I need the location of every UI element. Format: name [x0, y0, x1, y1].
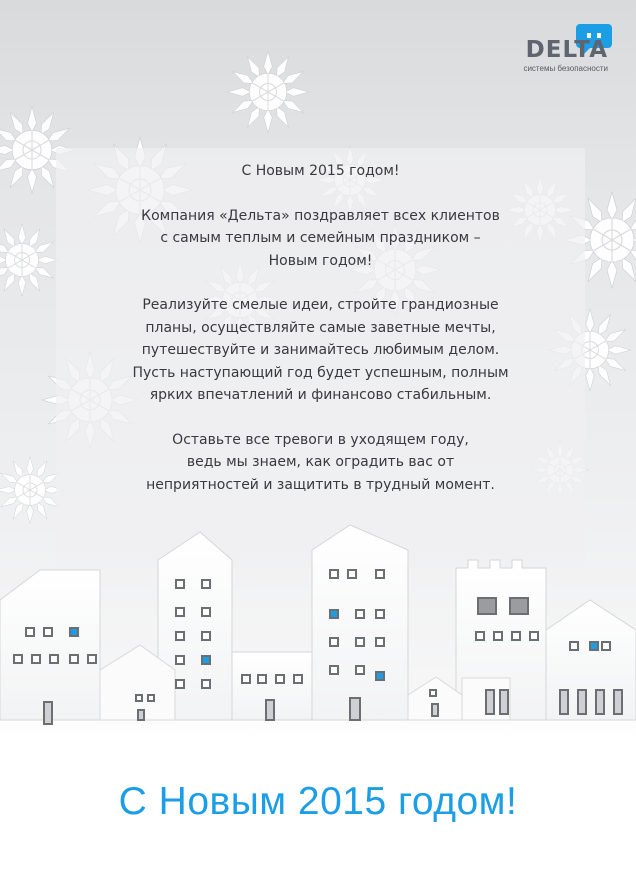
- message-line: Компания «Дельта» поздравляет всех клиентов: [141, 207, 500, 224]
- message-line: путешествуйте и занимайтесь любимым делом.: [141, 342, 500, 358]
- message-paragraph: [56, 205, 585, 273]
- snowflake-icon: [0, 224, 58, 296]
- message-line: Пусть наступающий год будет успешным, полным: [132, 364, 509, 381]
- message-line: ведь мы знаем, как оградить вас от: [186, 454, 455, 470]
- snowflake-icon: [0, 456, 64, 523]
- message-line: неприятностей и защитить в трудный момент.: [146, 476, 495, 493]
- message-line: Реализуйте смелые идеи, стройте грандиозные: [142, 297, 499, 313]
- message-line: ярких впечатлений и финансово стабильным.: [149, 387, 492, 403]
- brand-tagline: системы безопасности: [523, 64, 608, 73]
- message-paragraph: [56, 429, 585, 497]
- message-paragraph: [56, 294, 585, 407]
- snowflake-icon: [227, 51, 309, 133]
- brand-logo-wordmark: DELTA: [525, 37, 608, 63]
- message-line: с самым теплым и семейным праздником –: [160, 230, 481, 246]
- paper-town-illustration: [0, 520, 636, 750]
- message-line: Новым годом!: [268, 252, 373, 269]
- message-title: С Новым 2015 годом!: [241, 163, 400, 179]
- greeting-message: [56, 160, 585, 518]
- house-icon: [0, 570, 100, 720]
- message-line: Оставьте все тревоги в уходящем году,: [172, 431, 469, 448]
- house-icon: [312, 525, 408, 720]
- footer-greeting-title: С Новым 2015 годом!: [118, 780, 518, 823]
- message-line: планы, осуществляйте самые заветные мечты,: [145, 319, 496, 336]
